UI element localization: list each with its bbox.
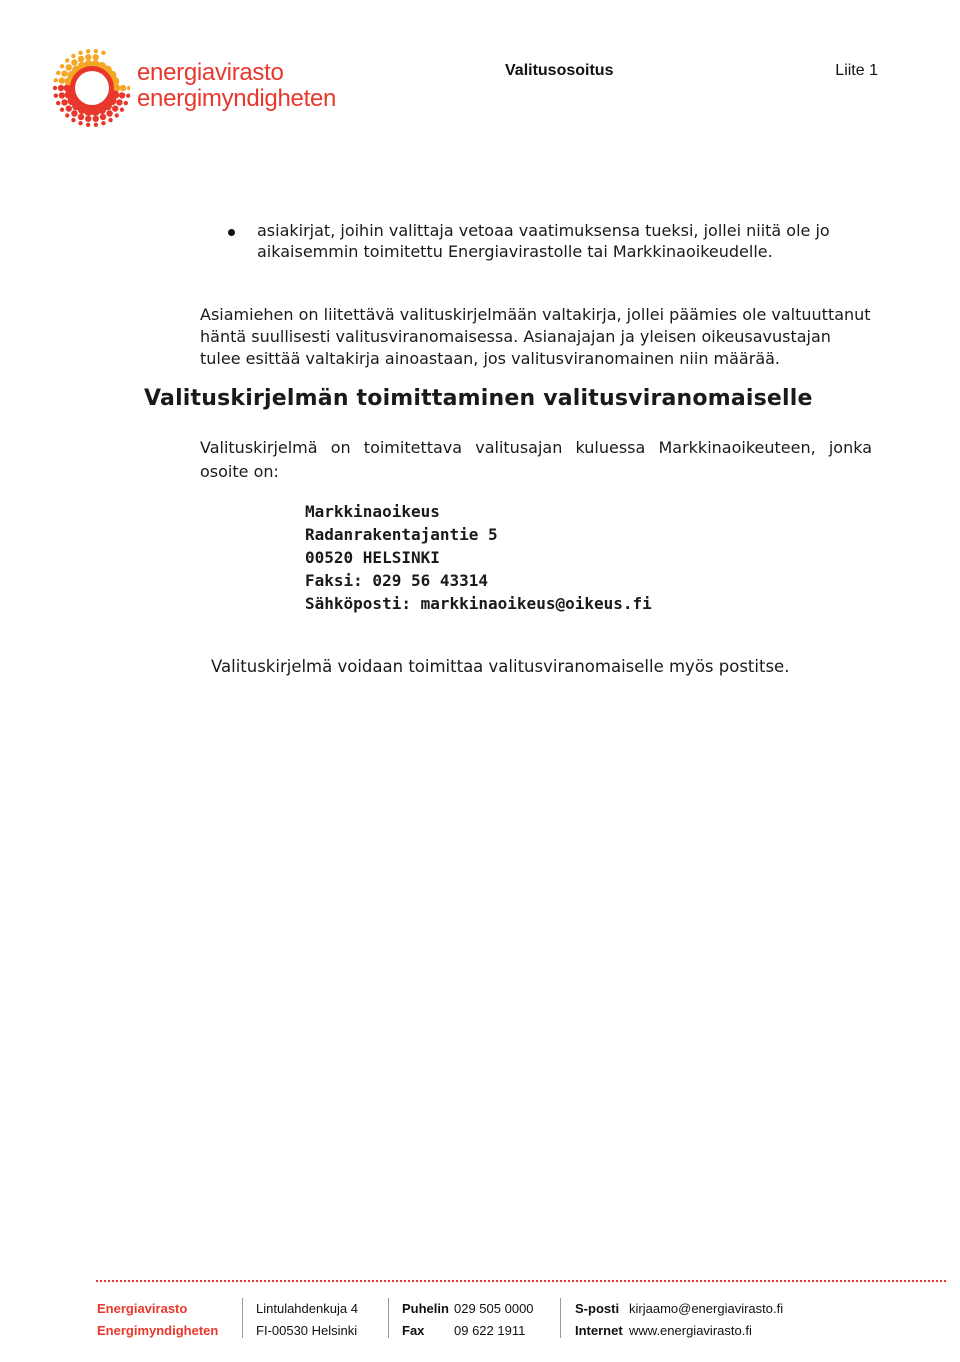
footer-phone-label: Puhelin: [402, 1301, 449, 1316]
logo-dot: [71, 59, 77, 65]
logo-dot: [93, 54, 99, 60]
logo-dot: [101, 51, 105, 55]
logo-dot: [54, 93, 58, 97]
logo-dot: [78, 121, 82, 125]
footer-web-label: Internet: [575, 1323, 623, 1338]
footer-address: [256, 1298, 358, 1342]
address-street: Radanrakentajantie 5: [305, 525, 498, 544]
footer-contact-values: [629, 1298, 783, 1342]
footer-org: [97, 1298, 218, 1342]
logo-dot: [61, 70, 67, 76]
footer-web-link[interactable]: www.energiavirasto.fi: [629, 1323, 752, 1338]
logo-dot: [85, 116, 91, 122]
logo: [50, 48, 130, 132]
bullet-dot-icon: [228, 229, 235, 236]
paragraph-power-of-attorney: Asiamiehen on liitettävä valituskirjelmään valtakirja, jollei päämies ole valtuuttanut häntä suullisesti valitusviranomaisessa. Asianajajan ja yleisen oikeusavustajan tulee esittää valtakirja ainoastaan, jos valitusviranomainen niin määrää.: [200, 305, 871, 368]
logo-dot: [100, 114, 106, 120]
logo-dot: [59, 77, 65, 83]
logo-dot: [66, 105, 72, 111]
logo-dot: [71, 118, 75, 122]
footer-email-link[interactable]: kirjaamo@energiavirasto.fi: [629, 1301, 784, 1316]
logo-dot: [65, 113, 69, 117]
logo-dot: [78, 56, 84, 62]
logo-dot: [59, 92, 65, 98]
logo-dot: [106, 110, 112, 116]
footer-separator: [388, 1298, 389, 1338]
sun-dots-logo-icon: [50, 48, 130, 128]
logo-dot: [120, 108, 124, 112]
logo-dot: [86, 123, 90, 127]
logo-dot: [71, 54, 75, 58]
footer-email-label: S-posti: [575, 1301, 620, 1316]
logo-dot: [116, 99, 122, 105]
appendix-label: Liite 1: [835, 62, 878, 79]
logo-org-sv: energimyndigheten: [137, 85, 337, 112]
paragraph-intro: Valituskirjelmä on toimitettava valitusajan kuluessa Markkinaoikeuteen, jonka osoite on:: [200, 438, 872, 481]
address-email: Sähköposti: markkinaoikeus@oikeus.fi: [305, 594, 652, 613]
logo-dot: [94, 49, 98, 53]
logo-dot: [85, 54, 91, 60]
footer-separator: [560, 1298, 561, 1338]
logo-dot: [127, 86, 130, 90]
logo-dot: [108, 118, 112, 122]
logo-dot: [78, 114, 84, 120]
logo-dot: [78, 51, 82, 55]
footer-org-sv: Energimyndigheten: [97, 1323, 219, 1338]
address-fax: Faksi: 029 56 43314: [305, 571, 489, 590]
logo-dot: [86, 49, 90, 53]
paragraph-closing: Valituskirjelmä voidaan toimittaa valitusviranomaiselle myös postitse.: [211, 657, 790, 676]
logo-dot: [71, 110, 77, 116]
footer-fax: 09 622 1911: [454, 1323, 526, 1338]
footer-fax-label: Fax: [402, 1323, 425, 1338]
footer-contact-labels: [575, 1298, 623, 1342]
logo-dot: [115, 113, 119, 117]
logo-dot: [60, 64, 64, 68]
logo-dot: [126, 93, 130, 97]
bullet-list: [228, 220, 868, 262]
footer-phone: 029 505 0000: [454, 1301, 534, 1316]
footer-street: Lintulahdenkuja 4: [256, 1301, 358, 1316]
footer-divider: [96, 1280, 946, 1282]
footer-phone-labels: [402, 1298, 449, 1342]
logo-dot: [119, 92, 125, 98]
court-address: [305, 500, 652, 615]
footer-postal: FI-00530 Helsinki: [256, 1323, 358, 1338]
address-city: 00520 HELSINKI: [305, 548, 440, 567]
footer-phone-values: [454, 1298, 534, 1342]
logo-dot: [60, 108, 64, 112]
logo-dot: [54, 78, 58, 82]
logo-dot: [53, 86, 57, 90]
logo-dot: [56, 101, 60, 105]
address-name: Markkinaoikeus: [305, 502, 440, 521]
logo-dot: [120, 85, 126, 91]
logo-dot: [58, 85, 64, 91]
logo-dot: [101, 121, 105, 125]
footer-separator: [242, 1298, 243, 1338]
logo-dot: [112, 105, 118, 111]
logo-dot: [124, 101, 128, 105]
section-heading: Valituskirjelmän toimittaminen valitusviranomaiselle: [144, 386, 813, 411]
logo-dot: [61, 99, 67, 105]
logo-wordmark: [137, 60, 336, 112]
logo-dot: [65, 58, 69, 62]
logo-dot: [66, 64, 72, 70]
list-item: asiakirjat, joihin valittaja vetoaa vaatimuksensa tueksi, jollei niitä ole jo aikaisemmin toimitettu Energiavirastolle tai Markkinaoikeudelle.: [257, 221, 830, 261]
document-title: Valitusosoitus: [505, 62, 614, 79]
logo-dot: [56, 71, 60, 75]
footer-org-fi: Energiavirasto: [97, 1301, 188, 1316]
logo-dot: [94, 123, 98, 127]
logo-org-fi: energiavirasto: [137, 59, 284, 86]
logo-dot: [93, 116, 99, 122]
